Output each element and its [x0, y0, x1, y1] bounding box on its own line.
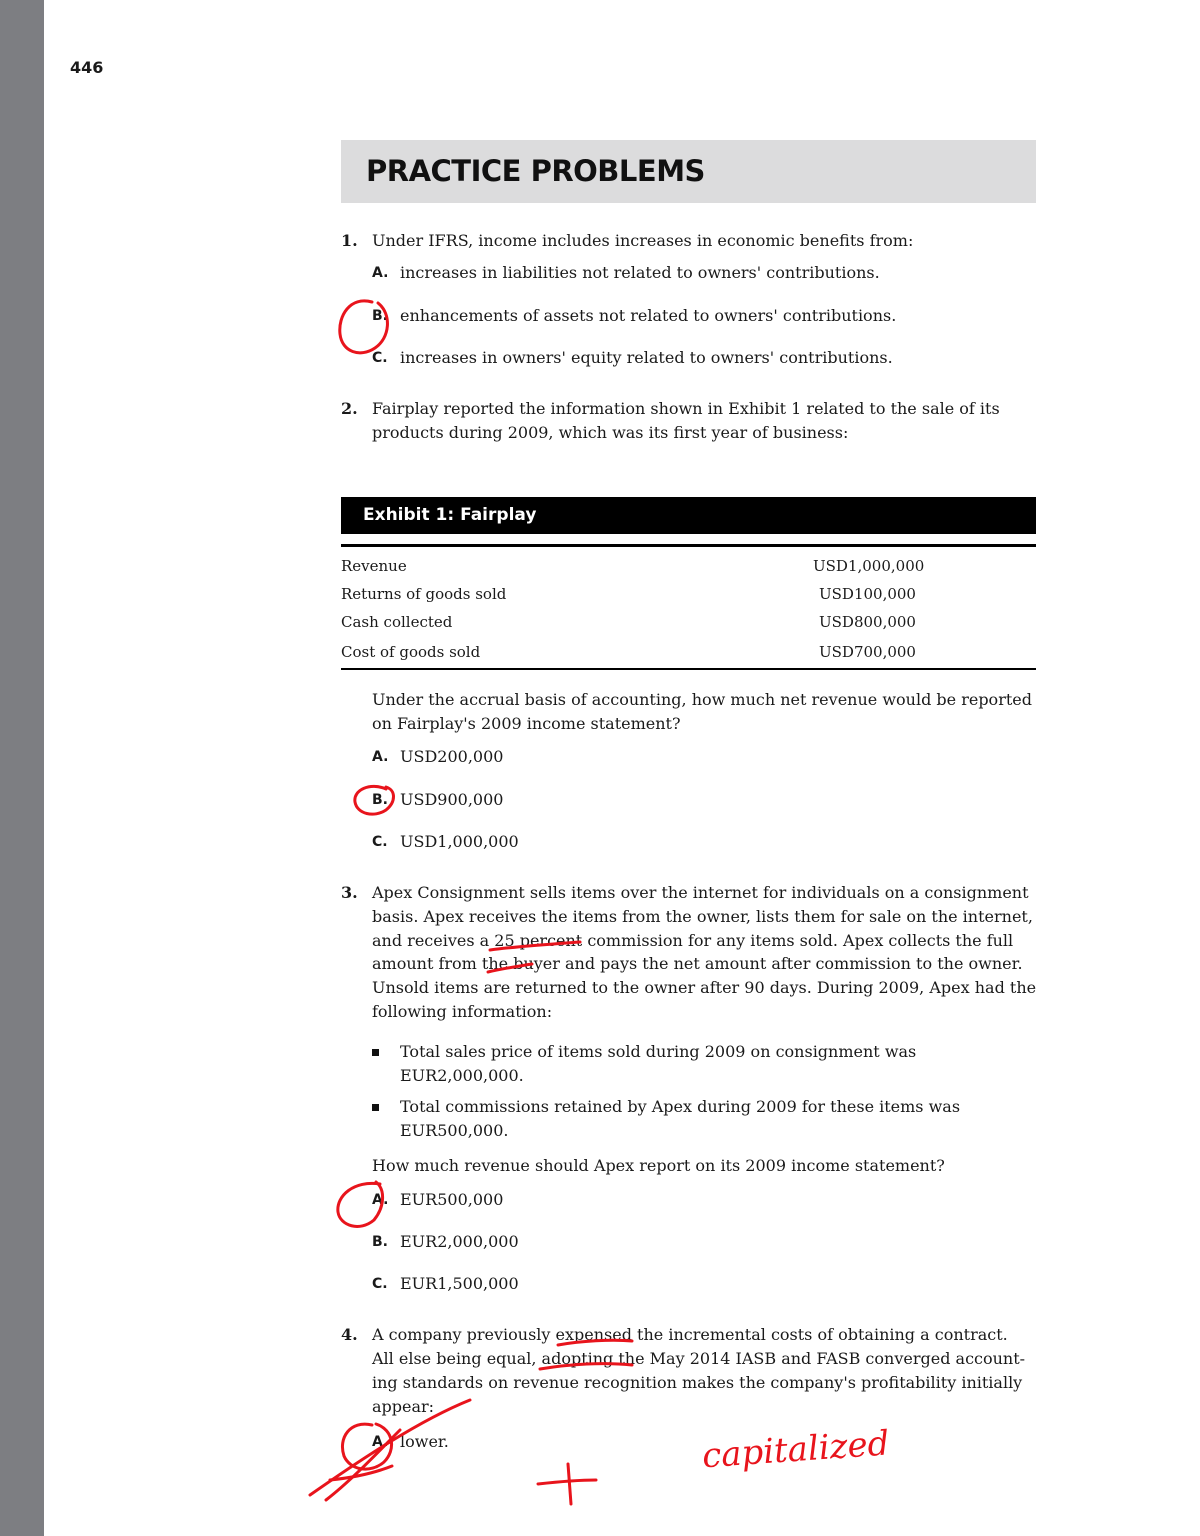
- exhibit-row-value: USD700,000: [819, 643, 916, 661]
- question-3-option-c: EUR1,500,000: [400, 1274, 519, 1293]
- question-2-option-c-letter: C.: [372, 834, 388, 850]
- exhibit-row-value: USD100,000: [819, 585, 916, 603]
- section-title: PRACTICE PROBLEMS: [366, 154, 705, 188]
- question-1-option-b: enhancements of assets not related to owners' contributions.: [400, 306, 897, 325]
- question-4-stem-line-2: All else being equal, adopting the May 2014 IASB and FASB converged account-: [372, 1349, 1026, 1368]
- question-3-bullet-1-line-1: Total sales price of items sold during 2009 on consignment was: [400, 1042, 917, 1061]
- question-2-option-b-letter: B.: [372, 792, 388, 808]
- question-3-stem-line-5: Unsold items are returned to the owner after 90 days. During 2009, Apex had the: [372, 978, 1037, 997]
- question-1-option-c: increases in owners' equity related to owners' contributions.: [400, 348, 893, 367]
- question-3-number: 3.: [341, 883, 358, 902]
- circle-mark-q3-a: [338, 1182, 383, 1226]
- question-2-option-b: USD900,000: [400, 790, 504, 809]
- question-2-stem-line-1: Fairplay reported the information shown in Exhibit 1 related to the sale of its: [372, 399, 1000, 418]
- question-4-option-a: lower.: [400, 1432, 449, 1451]
- question-3-bullet-2-line-2: EUR500,000.: [400, 1121, 509, 1140]
- exhibit-row-value: USD800,000: [819, 613, 916, 631]
- question-4-stem-line-3: ing standards on revenue recognition makes the company's profitability initially: [372, 1373, 1023, 1392]
- question-1-option-b-letter: B.: [372, 308, 388, 324]
- question-3-option-c-letter: C.: [372, 1276, 388, 1292]
- page-number: 446: [70, 58, 104, 77]
- plus-mark-horizontal: [538, 1480, 596, 1484]
- question-4-stem-line-4: appear:: [372, 1397, 435, 1416]
- question-3-followup: How much revenue should Apex report on its 2009 income statement?: [372, 1156, 945, 1175]
- question-1-number: 1.: [341, 231, 358, 250]
- exhibit-row-value: USD1,000,000: [813, 557, 925, 575]
- question-1-option-c-letter: C.: [372, 350, 388, 366]
- question-2-option-c: USD1,000,000: [400, 832, 519, 851]
- underline-the-buyer: [488, 964, 532, 972]
- question-3-option-a: EUR500,000: [400, 1190, 504, 1209]
- question-3-stem-line-1: Apex Consignment sells items over the internet for individuals on a consignment: [372, 883, 1029, 902]
- underline-expensed: [558, 1340, 632, 1345]
- question-3-bullet-1-line-2: EUR2,000,000.: [400, 1066, 524, 1085]
- question-3-stem-line-2: basis. Apex receives the items from the owner, lists them for sale on the internet,: [372, 907, 1033, 926]
- question-1-stem: Under IFRS, income includes increases in economic benefits from:: [372, 231, 914, 250]
- underline-25-percent: [490, 942, 580, 950]
- question-2-number: 2.: [341, 399, 358, 418]
- question-3-stem-line-3: and receives a 25 percent commission for any items sold. Apex collects the full: [372, 931, 1014, 950]
- question-2-stem-line-2: products during 2009, which was its first year of business:: [372, 423, 849, 442]
- question-4-stem-line-1: A company previously expensed the incremental costs of obtaining a contract.: [372, 1325, 1008, 1344]
- strike-mark-q4-a-2: [326, 1430, 400, 1500]
- question-2-followup-line-1: Under the accrual basis of accounting, how much net revenue would be reported: [372, 690, 1032, 709]
- question-2-option-a: USD200,000: [400, 747, 504, 766]
- circle-mark-q1-b: [340, 301, 388, 353]
- question-2-followup-line-2: on Fairplay's 2009 income statement?: [372, 714, 681, 733]
- handwritten-note: capitalized: [700, 1423, 891, 1477]
- question-4-number: 4.: [341, 1325, 358, 1344]
- exhibit-row-label: Returns of goods sold: [341, 585, 507, 603]
- exhibit-row-label: Revenue: [341, 557, 407, 575]
- question-4-option-a-letter: A.: [372, 1434, 389, 1450]
- circle-mark-q2-b: [355, 786, 394, 814]
- question-3-stem-line-4: amount from the buyer and pays the net amount after commission to the owner.: [372, 954, 1023, 973]
- question-1-option-a-letter: A.: [372, 265, 389, 281]
- exhibit-title: Exhibit 1: Fairplay: [363, 505, 537, 525]
- exhibit-row-label: Cost of goods sold: [341, 643, 481, 661]
- plus-mark-vertical: [568, 1464, 571, 1504]
- question-3-stem-line-6: following information:: [372, 1002, 553, 1021]
- underline-adopting-the: [540, 1364, 632, 1369]
- question-2-option-a-letter: A.: [372, 749, 389, 765]
- question-3-option-b-letter: B.: [372, 1234, 388, 1250]
- question-1-option-a: increases in liabilities not related to owners' contributions.: [400, 263, 880, 282]
- question-3-bullet-2-line-1: Total commissions retained by Apex during 2009 for these items was: [400, 1097, 961, 1116]
- question-3-option-b: EUR2,000,000: [400, 1232, 519, 1251]
- exhibit-row-label: Cash collected: [341, 613, 453, 631]
- question-3-option-a-letter: A.: [372, 1192, 389, 1208]
